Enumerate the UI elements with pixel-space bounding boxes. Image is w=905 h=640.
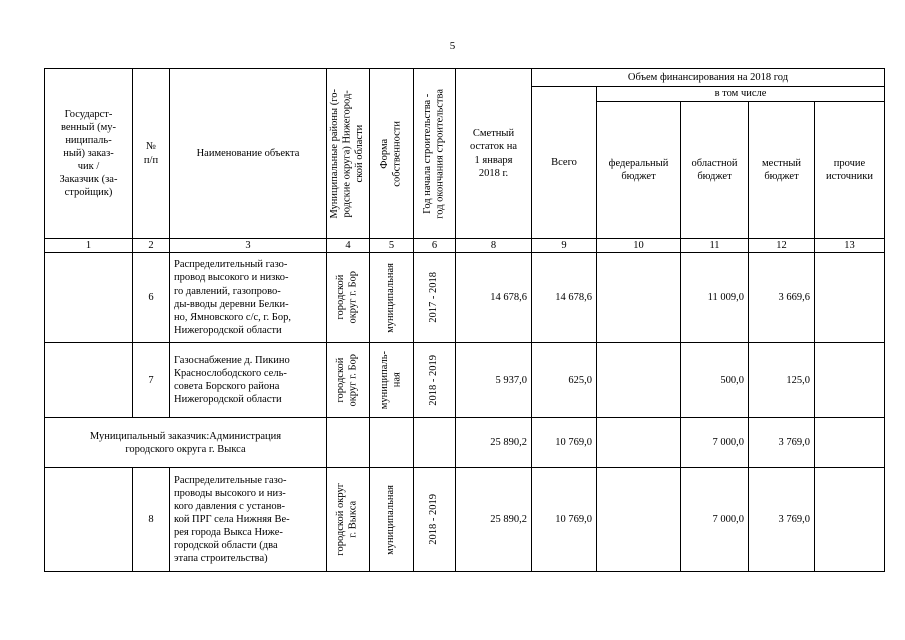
col-number: 10 bbox=[597, 239, 681, 253]
summary-local: 3 769,0 bbox=[749, 418, 815, 468]
ownership-text: муниципальная bbox=[385, 484, 397, 555]
col-number: 4 bbox=[327, 239, 370, 253]
regional-value: 11 009,0 bbox=[681, 253, 749, 343]
years-text: 2018 - 2019 bbox=[428, 494, 440, 545]
ownership-text: муниципальная bbox=[385, 262, 397, 333]
col-number: 5 bbox=[370, 239, 414, 253]
local-value: 125,0 bbox=[749, 343, 815, 418]
header-balance: Сметный остаток на 1 января 2018 г. bbox=[456, 69, 532, 239]
col-number: 8 bbox=[456, 239, 532, 253]
ownership-cell bbox=[370, 468, 414, 572]
district-cell bbox=[327, 253, 370, 343]
ownership-cell bbox=[370, 253, 414, 343]
header-local: местный бюджет bbox=[749, 102, 815, 239]
total-value: 14 678,6 bbox=[532, 253, 597, 343]
years-text: 2017 - 2018 bbox=[428, 272, 440, 323]
district-cell bbox=[327, 343, 370, 418]
page-number: 5 bbox=[449, 40, 456, 52]
object-name: Распределительные газо- проводы высокого и низ- кого давления с установ- кой ПРГ села Нижняя Ве- рея города Выкса Ниже- городской области (два этапа строительства) bbox=[170, 468, 327, 572]
local-value: 3 769,0 bbox=[749, 468, 815, 572]
summary-total: 10 769,0 bbox=[532, 418, 597, 468]
header-number: № п/п bbox=[133, 69, 170, 239]
header-ownership-text: Форма собственности bbox=[378, 120, 403, 187]
table-row bbox=[45, 253, 885, 343]
years-text: 2018 - 2019 bbox=[428, 354, 440, 406]
summary-regional: 7 000,0 bbox=[681, 418, 749, 468]
summary-federal bbox=[597, 418, 681, 468]
col-number: 6 bbox=[414, 239, 456, 253]
district-text: городской округ г. Бор bbox=[335, 271, 359, 324]
header-ownership bbox=[370, 69, 414, 239]
balance-value: 5 937,0 bbox=[456, 343, 532, 418]
federal-value bbox=[597, 468, 681, 572]
regional-value: 500,0 bbox=[681, 343, 749, 418]
column-numbers-row bbox=[45, 239, 885, 253]
district-text: городской округ г. Бор bbox=[335, 353, 359, 407]
summary-balance: 25 890,2 bbox=[456, 418, 532, 468]
table-row bbox=[45, 343, 885, 418]
federal-value bbox=[597, 343, 681, 418]
col-number: 13 bbox=[815, 239, 885, 253]
col-number: 11 bbox=[681, 239, 749, 253]
local-value: 3 669,6 bbox=[749, 253, 815, 343]
district-cell bbox=[327, 468, 370, 572]
customer-cell bbox=[45, 253, 133, 343]
summary-empty-cell bbox=[414, 418, 456, 468]
header-years-text: Год начала строительства - год окончания строительства bbox=[421, 88, 446, 219]
row-number: 8 bbox=[133, 468, 170, 572]
summary-empty-cell bbox=[327, 418, 370, 468]
balance-value: 25 890,2 bbox=[456, 468, 532, 572]
header-district-text: Муниципальные районы (го- родские округа) Нижегород- ской области bbox=[329, 88, 366, 219]
table-row bbox=[45, 468, 885, 572]
object-name: Газоснабжение д. Пикино Краснослободского сель- совета Борского района Нижегородской области bbox=[170, 343, 327, 418]
header-customer: Государст- венный (му- ниципаль- ный) заказ- чик / Заказчик (за- стройщик) bbox=[45, 69, 133, 239]
years-cell bbox=[414, 468, 456, 572]
summary-empty-cell bbox=[370, 418, 414, 468]
ownership-text: муниципаль- ная bbox=[378, 350, 403, 410]
header-other: прочие источники bbox=[815, 102, 885, 239]
header-object-name: Наименование объекта bbox=[170, 69, 327, 239]
summary-other bbox=[815, 418, 885, 468]
other-value bbox=[815, 468, 885, 572]
summary-label: Муниципальный заказчик:Администрация городского округа г. Выкса bbox=[45, 418, 327, 468]
header-funding-group: Объем финансирования на 2018 год bbox=[532, 69, 885, 87]
header-district bbox=[327, 69, 370, 239]
col-number: 2 bbox=[133, 239, 170, 253]
balance-value: 14 678,6 bbox=[456, 253, 532, 343]
financing-table bbox=[44, 68, 885, 572]
row-number: 6 bbox=[133, 253, 170, 343]
customer-cell bbox=[45, 468, 133, 572]
years-cell bbox=[414, 343, 456, 418]
other-value bbox=[815, 343, 885, 418]
total-value: 10 769,0 bbox=[532, 468, 597, 572]
header-years bbox=[414, 69, 456, 239]
ownership-cell bbox=[370, 343, 414, 418]
customer-cell bbox=[45, 343, 133, 418]
header-regional: областной бюджет bbox=[681, 102, 749, 239]
header-including: в том числе bbox=[597, 87, 885, 102]
row-number: 7 bbox=[133, 343, 170, 418]
header-total: Всего bbox=[532, 87, 597, 239]
years-cell bbox=[414, 253, 456, 343]
total-value: 625,0 bbox=[532, 343, 597, 418]
regional-value: 7 000,0 bbox=[681, 468, 749, 572]
header-federal: федеральный бюджет bbox=[597, 102, 681, 239]
summary-row bbox=[45, 418, 885, 468]
col-number: 1 bbox=[45, 239, 133, 253]
district-text: городской округ г. Выкса bbox=[335, 483, 359, 556]
object-name: Распределительный газо- провод высокого и низко- го давлений, газопрово- ды-вводы деревни Белки- но, Ямновского с/с, г. Бор, Нижегородской области bbox=[170, 253, 327, 343]
col-number: 9 bbox=[532, 239, 597, 253]
col-number: 3 bbox=[170, 239, 327, 253]
federal-value bbox=[597, 253, 681, 343]
col-number: 12 bbox=[749, 239, 815, 253]
other-value bbox=[815, 253, 885, 343]
